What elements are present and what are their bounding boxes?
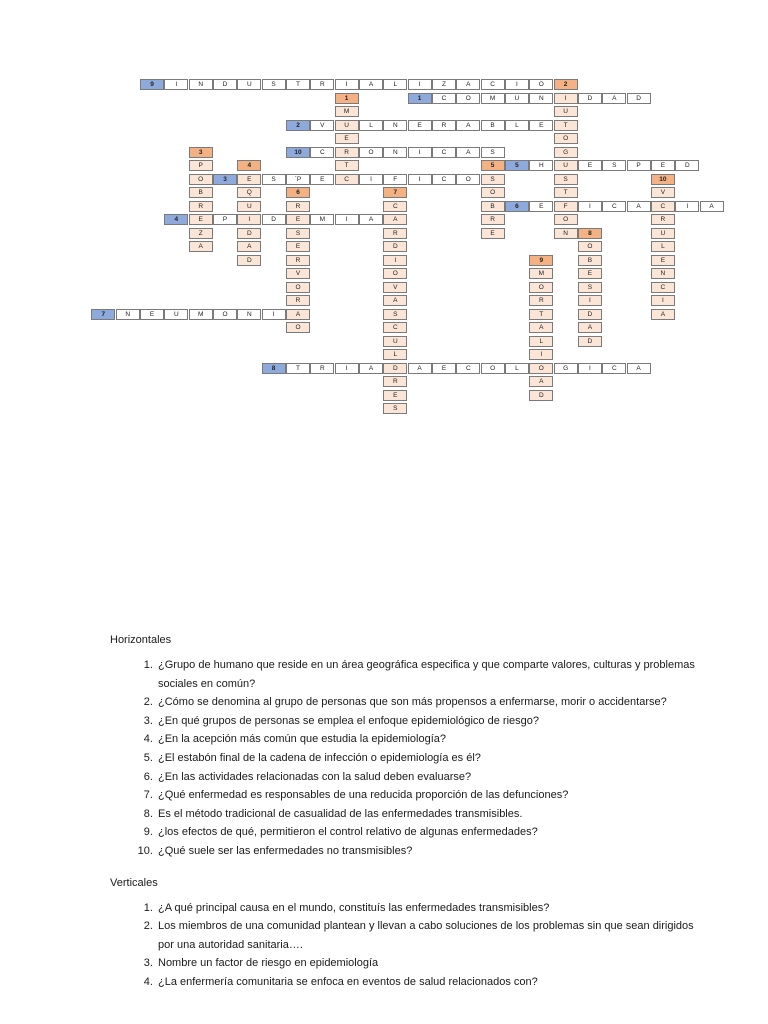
letter-cell: S (578, 282, 602, 293)
letter-cell: D (237, 228, 261, 239)
letter-cell: O (529, 282, 553, 293)
letter-cell: A (602, 93, 626, 104)
letter-cell: N (383, 147, 407, 158)
letter-cell: M (481, 93, 505, 104)
letter-cell: O (456, 93, 480, 104)
clue-item: 4. ¿La enfermería comunitaria se enfoca en eventos de salud relacionados con? (156, 973, 710, 992)
clues-section (110, 634, 710, 992)
letter-cell: I (359, 174, 383, 185)
letter-cell: O (456, 174, 480, 185)
letter-cell: H (529, 160, 553, 171)
letter-cell: L (505, 363, 529, 374)
letter-cell: D (237, 255, 261, 266)
letter-cell: S (383, 309, 407, 320)
letter-cell: E (578, 160, 602, 171)
letter-cell: C (651, 201, 675, 212)
letter-cell: R (310, 79, 334, 90)
letter-cell: L (359, 120, 383, 131)
letter-cell: R (310, 363, 334, 374)
letter-cell: N (554, 228, 578, 239)
letter-cell: P (189, 160, 213, 171)
letter-cell: O (286, 282, 310, 293)
letter-cell: N (189, 79, 213, 90)
clue-item: 1. ¿Grupo de humano que reside en un área geográfica especifica y que comparte valores, culturas y problemas sociales en común? (156, 656, 710, 693)
letter-cell: V (310, 120, 334, 131)
letter-cell: O (529, 79, 553, 90)
letter-cell: C (602, 363, 626, 374)
letter-cell: E (286, 214, 310, 225)
letter-cell: E (310, 174, 334, 185)
clue-number-cell: 3 (213, 174, 237, 185)
letter-cell: R (529, 295, 553, 306)
letter-cell: D (262, 214, 286, 225)
letter-cell: N (651, 268, 675, 279)
letter-cell: S (383, 403, 407, 414)
clue-number-cell: 8 (262, 363, 286, 374)
letter-cell: U (505, 93, 529, 104)
letter-cell: A (456, 120, 480, 131)
letter-cell: A (359, 214, 383, 225)
letter-cell: C (481, 79, 505, 90)
letter-cell: S (554, 174, 578, 185)
clue-number-cell: 7 (383, 187, 407, 198)
letter-cell: C (456, 363, 480, 374)
letter-cell: O (578, 241, 602, 252)
letter-cell: E (408, 120, 432, 131)
letter-cell: B (481, 120, 505, 131)
horizontal-clue-list (110, 656, 710, 861)
letter-cell: U (335, 120, 359, 131)
clue-number-cell: 9 (529, 255, 553, 266)
letter-cell: U (383, 336, 407, 347)
letter-cell: N (116, 309, 140, 320)
letter-cell: N (237, 309, 261, 320)
letter-cell: C (383, 322, 407, 333)
letter-cell: D (529, 390, 553, 401)
letter-cell: T (529, 309, 553, 320)
clue-number-cell: 4 (237, 160, 261, 171)
letter-cell: R (286, 295, 310, 306)
clue-item: 5. ¿El estabón final de la cadena de infección o epidemiología es él? (156, 749, 710, 768)
letter-cell: A (529, 376, 553, 387)
letter-cell: D (675, 160, 699, 171)
letter-cell: I (335, 79, 359, 90)
letter-cell: I (335, 363, 359, 374)
letter-cell: U (554, 106, 578, 117)
clue-item: 1. ¿A qué principal causa en el mundo, constituís las enfermedades transmisibles? (156, 899, 710, 918)
letter-cell: D (213, 79, 237, 90)
letter-cell: C (651, 282, 675, 293)
letter-cell: U (164, 309, 188, 320)
letter-cell: E (432, 363, 456, 374)
letter-cell: F (383, 174, 407, 185)
letter-cell: E (481, 228, 505, 239)
letter-cell: U (237, 79, 261, 90)
letter-cell: U (651, 228, 675, 239)
letter-cell: S (481, 147, 505, 158)
letter-cell: P (627, 160, 651, 171)
letter-cell: I (578, 201, 602, 212)
letter-cell: R (286, 255, 310, 266)
letter-cell: O (359, 147, 383, 158)
letter-cell: M (335, 106, 359, 117)
letter-cell: A (359, 79, 383, 90)
clue-number-cell: 10 (651, 174, 675, 185)
letter-cell: Z (432, 79, 456, 90)
letter-cell: M (189, 309, 213, 320)
letter-cell: L (383, 349, 407, 360)
clue-number-cell: 5 (481, 160, 505, 171)
letter-cell: E (237, 174, 261, 185)
clue-number-cell: 7 (91, 309, 115, 320)
letter-cell: M (529, 268, 553, 279)
letter-cell: Q (237, 187, 261, 198)
clue-number-cell: 1 (335, 93, 359, 104)
letter-cell: A (456, 79, 480, 90)
clue-item: 7. ¿Qué enfermedad es responsables de una reducida proporción de las defunciones? (156, 786, 710, 805)
clue-number-cell: 8 (578, 228, 602, 239)
letter-cell: E (286, 241, 310, 252)
letter-cell: I (578, 295, 602, 306)
letter-cell: D (578, 336, 602, 347)
letter-cell: R (383, 376, 407, 387)
letter-cell: C (432, 174, 456, 185)
letter-cell: C (432, 93, 456, 104)
letter-cell: D (578, 309, 602, 320)
letter-cell: I (408, 147, 432, 158)
clue-number-cell: 1 (408, 93, 432, 104)
letter-cell: R (286, 201, 310, 212)
letter-cell: L (529, 336, 553, 347)
letter-cell: E (651, 255, 675, 266)
crossword-grid (0, 0, 768, 430)
letter-cell: P (213, 214, 237, 225)
clue-item: 9. ¿los efectos de qué, permitieron el control relativo de algunas enfermedades? (156, 823, 710, 842)
letter-cell: A (237, 241, 261, 252)
letter-cell: A (578, 322, 602, 333)
letter-cell: A (359, 363, 383, 374)
letter-cell: I (529, 349, 553, 360)
letter-cell: T (554, 120, 578, 131)
letter-cell: I (651, 295, 675, 306)
letter-cell: I (237, 214, 261, 225)
letter-cell: D (383, 363, 407, 374)
clue-number-cell: 6 (286, 187, 310, 198)
letter-cell: S (262, 174, 286, 185)
letter-cell: I (262, 309, 286, 320)
letter-cell: I (408, 79, 432, 90)
letter-cell: B (578, 255, 602, 266)
letter-cell: S (286, 228, 310, 239)
letter-cell: V (651, 187, 675, 198)
letter-cell: I (675, 201, 699, 212)
clue-item: 10. ¿Qué suele ser las enfermedades no transmisibles? (156, 842, 710, 861)
letter-cell: E (335, 133, 359, 144)
clue-number-cell: 2 (554, 79, 578, 90)
letter-cell: I (383, 255, 407, 266)
letter-cell: A (189, 241, 213, 252)
letter-cell: A (456, 147, 480, 158)
clue-item: 3. Nombre un factor de riesgo en epidemiología (156, 954, 710, 973)
letter-cell: O (554, 214, 578, 225)
letter-cell: G (554, 363, 578, 374)
letter-cell: R (432, 120, 456, 131)
letter-cell: E (189, 214, 213, 225)
letter-cell: A (383, 214, 407, 225)
letter-cell: V (383, 282, 407, 293)
letter-cell: D (578, 93, 602, 104)
vertical-heading: Verticales (110, 876, 158, 889)
letter-cell: O (481, 363, 505, 374)
letter-cell: A (651, 309, 675, 320)
letter-cell: C (310, 147, 334, 158)
letter-cell: A (286, 309, 310, 320)
letter-cell: C (383, 201, 407, 212)
clue-item: 3. ¿En qué grupos de personas se emplea el enfoque epidemiológico de riesgo? (156, 712, 710, 731)
letter-cell: V (286, 268, 310, 279)
letter-cell: I (335, 214, 359, 225)
letter-cell: M (310, 214, 334, 225)
letter-cell: D (383, 241, 407, 252)
clue-item: 6. ¿En las actividades relacionadas con la salud deben evaluarse? (156, 768, 710, 787)
letter-cell: I (505, 79, 529, 90)
letter-cell: E (578, 268, 602, 279)
letter-cell: R (189, 201, 213, 212)
letter-cell: U (237, 201, 261, 212)
clue-number-cell: 6 (505, 201, 529, 212)
letter-cell: B (481, 201, 505, 212)
letter-cell: I (578, 363, 602, 374)
letter-cell: I (554, 93, 578, 104)
horizontal-heading: Horizontales (110, 634, 172, 646)
letter-cell: R (335, 147, 359, 158)
letter-cell: D (627, 93, 651, 104)
letter-cell: R (481, 214, 505, 225)
letter-cell: C (335, 174, 359, 185)
clue-number-cell: 9 (140, 79, 164, 90)
clue-item: 4. ¿En la acepción más común que estudia la epidemiología? (156, 730, 710, 749)
letter-cell: R (651, 214, 675, 225)
letter-cell: A (700, 201, 724, 212)
clue-item: 8. Es el método tradicional de casualidad de las enfermedades transmisibles. (156, 805, 710, 824)
letter-cell: B (189, 187, 213, 198)
letter-cell: O (383, 268, 407, 279)
clue-item: 2. ¿Cómo se denomina al grupo de personas que son más propensos a enfermarse, morir o accidentarse? (156, 693, 710, 712)
letter-cell: Z (189, 228, 213, 239)
clue-number-cell: 10 (286, 147, 310, 158)
letter-cell: S (262, 79, 286, 90)
letter-cell: I (408, 174, 432, 185)
clue-number-cell: 5 (505, 160, 529, 171)
letter-cell: I (164, 79, 188, 90)
letter-cell: A (408, 363, 432, 374)
letter-cell: A (529, 322, 553, 333)
clue-number-cell: 4 (164, 214, 188, 225)
letter-cell: O (189, 174, 213, 185)
vertical-clue-list (110, 899, 710, 992)
letter-cell: N (383, 120, 407, 131)
letter-cell: C (432, 147, 456, 158)
letter-cell: O (286, 322, 310, 333)
letter-cell: E (651, 160, 675, 171)
clue-number-cell: 2 (286, 120, 310, 131)
letter-cell: L (651, 241, 675, 252)
letter-cell: C (602, 201, 626, 212)
letter-cell: L (505, 120, 529, 131)
letter-cell: F (554, 201, 578, 212)
clue-item: 2. Los miembros de una comunidad plantean y llevan a cabo soluciones de los problemas sin que sean dirigidos por una autoridad sanitaria…. (156, 917, 710, 954)
letter-cell: T (286, 363, 310, 374)
letter-cell: E (529, 201, 553, 212)
letter-cell: T (335, 160, 359, 171)
letter-cell: T (286, 79, 310, 90)
letter-cell: O (529, 363, 553, 374)
letter-cell: O (554, 133, 578, 144)
letter-cell: R (383, 228, 407, 239)
letter-cell: A (627, 363, 651, 374)
letter-cell: E (140, 309, 164, 320)
clue-number-cell: 3 (189, 147, 213, 158)
letter-cell: O (213, 309, 237, 320)
letter-cell: T (554, 187, 578, 198)
letter-cell: O (481, 187, 505, 198)
letter-cell: E (529, 120, 553, 131)
letter-cell: S (602, 160, 626, 171)
letter-cell: U (554, 160, 578, 171)
letter-cell: A (627, 201, 651, 212)
letter-cell: N (529, 93, 553, 104)
letter-cell: G (554, 147, 578, 158)
letter-cell: S (481, 174, 505, 185)
letter-cell: A (383, 295, 407, 306)
letter-cell: L (383, 79, 407, 90)
letter-cell: `P (286, 174, 310, 185)
letter-cell: E (383, 390, 407, 401)
